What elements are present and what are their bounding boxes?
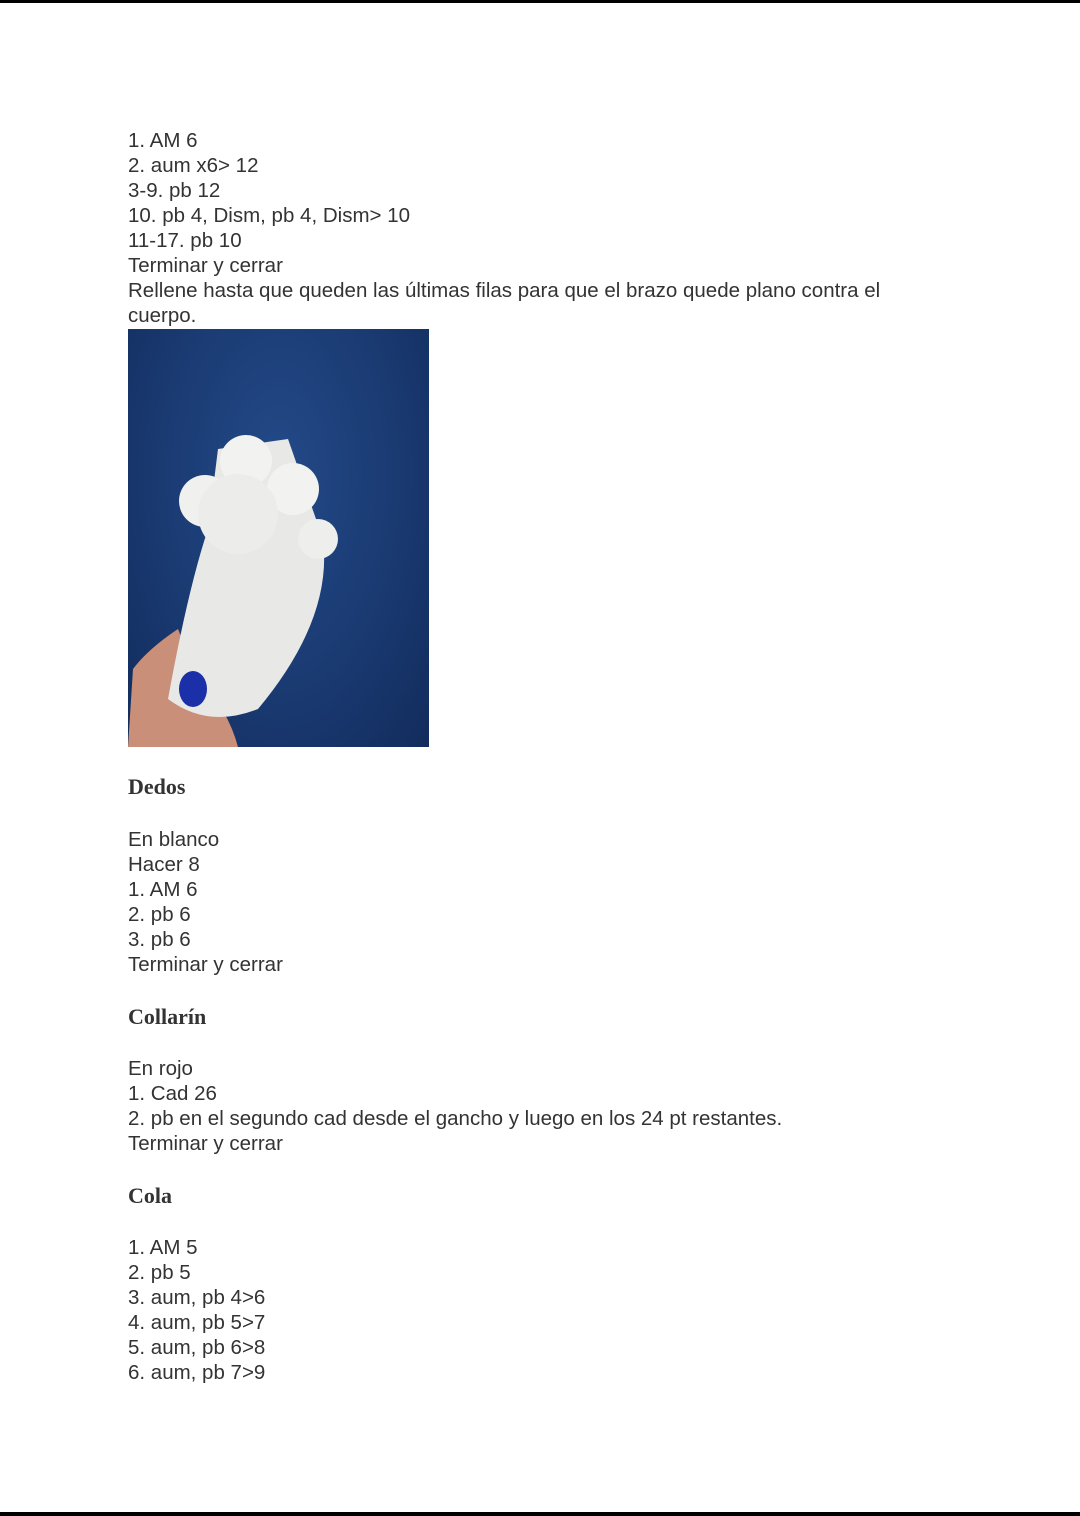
instruction-line: Hacer 8 bbox=[128, 853, 200, 876]
instruction-line: Rellene hasta que queden las últimas filas para que el brazo quede plano contra el cuerpo. bbox=[128, 279, 881, 327]
instruction-line: 4. aum, pb 5>7 bbox=[128, 1311, 266, 1334]
crochet-arm-photo bbox=[128, 329, 429, 747]
instruction-line: 2. pb 6 bbox=[128, 903, 191, 926]
section-title-dedos: Dedos bbox=[128, 774, 186, 799]
instruction-line: Terminar y cerrar bbox=[128, 953, 283, 976]
section-title-cola: Cola bbox=[128, 1183, 172, 1208]
instruction-line: 5. aum, pb 6>8 bbox=[128, 1336, 266, 1359]
dedos-instructions bbox=[128, 827, 948, 977]
cola-instructions bbox=[128, 1235, 948, 1385]
top-border bbox=[0, 0, 1080, 3]
crochet-arm-icon bbox=[128, 329, 429, 747]
instruction-line: 1. Cad 26 bbox=[128, 1082, 217, 1105]
collarin-instructions bbox=[128, 1056, 948, 1156]
instruction-line: En rojo bbox=[128, 1057, 193, 1080]
instruction-line: 3-9. pb 12 bbox=[128, 179, 221, 202]
instruction-line: 1. AM 5 bbox=[128, 1236, 198, 1259]
instruction-line: Terminar y cerrar bbox=[128, 1132, 283, 1155]
instruction-line: 2. pb 5 bbox=[128, 1261, 191, 1284]
instruction-line: 1. AM 6 bbox=[128, 129, 198, 152]
section-title-collarin: Collarín bbox=[128, 1004, 207, 1029]
bottom-border bbox=[0, 1512, 1080, 1516]
instruction-line: 2. pb en el segundo cad desde el gancho y luego en los 24 pt restantes. bbox=[128, 1107, 783, 1130]
instruction-line: En blanco bbox=[128, 828, 220, 851]
instruction-line: 3. pb 6 bbox=[128, 928, 191, 951]
painted-nail bbox=[179, 671, 207, 707]
instruction-line: 1. AM 6 bbox=[128, 878, 198, 901]
instruction-line: Terminar y cerrar bbox=[128, 254, 283, 277]
instruction-line: 6. aum, pb 7>9 bbox=[128, 1361, 266, 1384]
instruction-line: 10. pb 4, Dism, pb 4, Dism> 10 bbox=[128, 204, 411, 227]
instruction-line: 2. aum x6> 12 bbox=[128, 154, 259, 177]
instruction-line: 3. aum, pb 4>6 bbox=[128, 1286, 266, 1309]
instruction-line: 11-17. pb 10 bbox=[128, 229, 242, 252]
arm-instructions bbox=[128, 128, 948, 328]
